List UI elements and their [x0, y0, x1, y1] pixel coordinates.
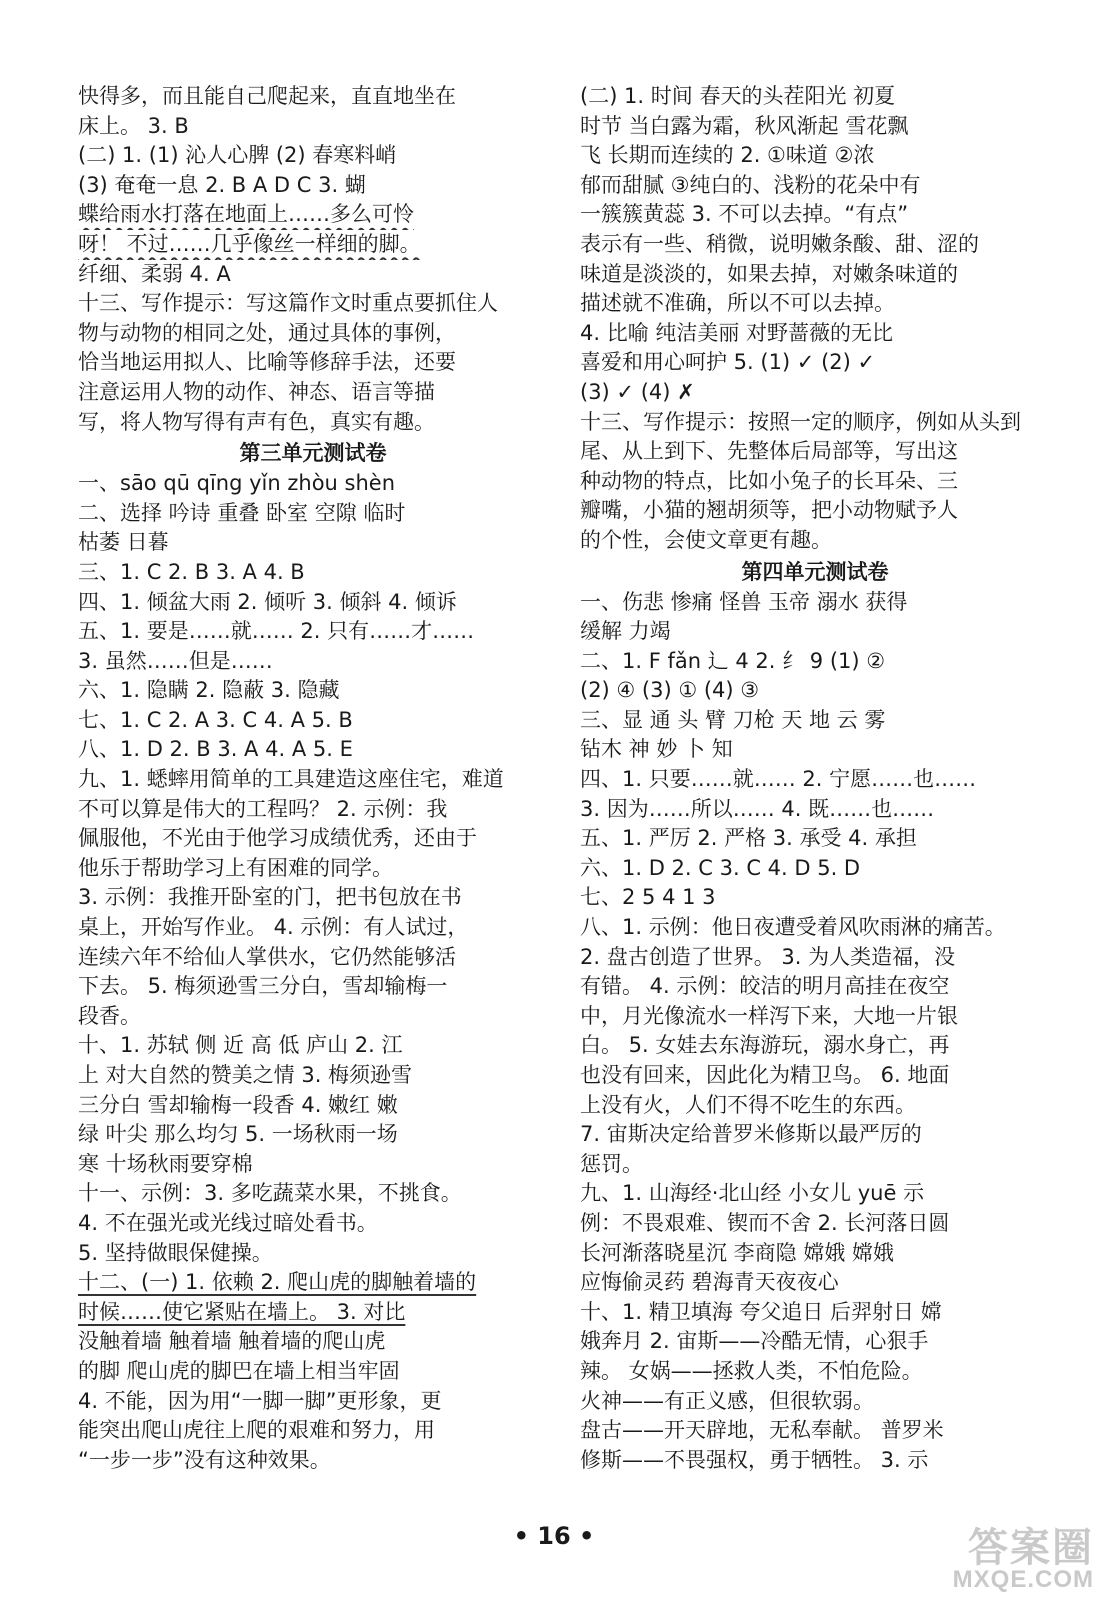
- answer-line: 物与动物的相同之处，通过具体的事例，: [78, 320, 456, 345]
- answer-line: 桌上，开始写作业。 4. 示例：有人试过，: [78, 915, 469, 940]
- answer-line: 也没有回来，因此化为精卫鸟。 6. 地面: [580, 1063, 950, 1087]
- answer-line: 中，月光像流水一样泻下来，大地一片银: [580, 1003, 958, 1028]
- answer-line: 钻木 神 妙 卜 知: [580, 737, 733, 762]
- answer-line: 4. 不能，因为用“一脚一脚”更形象，更: [78, 1388, 442, 1413]
- answer-line: (二) 1. (1) 沁人心脾 (2) 春寒料峭: [78, 143, 397, 168]
- answer-line: 快得多，而且能自己爬起来，直直地坐在: [78, 84, 456, 108]
- answer-line: 十三、写作提示：按照一定的顺序，例如从头到: [580, 409, 1021, 434]
- answer-line: 尾、从上到下、先整体后局部等，写出这: [580, 439, 958, 464]
- answer-line: 床上。 3. B: [78, 113, 189, 138]
- answer-line: 火神——有正义感，但很软弱。: [580, 1388, 874, 1413]
- answer-line: 十、1. 精卫填海 夸父追日 后羿射日 嫦: [580, 1299, 942, 1324]
- answer-line: 例：不畏艰难、锲而不舍 2. 长河落日圆: [580, 1210, 950, 1235]
- section-heading: 第四单元测试卷: [741, 559, 889, 584]
- watermark-text: 答案圈: [968, 1526, 1094, 1570]
- answer-line: 佩服他，不光由于他学习成绩优秀，还由于: [78, 826, 477, 851]
- answer-line: 2. 盘古创造了世界。 3. 为人类造福，没: [580, 944, 956, 969]
- answer-line: 下去。 5. 梅须逊雪三分白，雪却输梅一: [78, 974, 448, 999]
- answer-line: 一、sāo qū qīng yǐn zhòu shèn: [78, 471, 396, 496]
- answer-line: 时节 当白露为霜，秋风渐起 雪花飘: [580, 113, 909, 138]
- answer-line: 蝶给雨水打落在地面上……多么可怜: [78, 202, 414, 227]
- answer-line: 段香。: [78, 1003, 141, 1028]
- left-column: [78, 82, 548, 1475]
- answer-line: 上 对大自然的赞美之情 3. 梅须逊雪: [78, 1063, 413, 1087]
- answer-line: 3. 因为……所以…… 4. 既……也……: [580, 796, 935, 821]
- answer-line: 没触着墙 触着墙 触着墙的爬山虎: [78, 1329, 386, 1354]
- answer-line: 呀！ 不过……几乎像丝一样细的脚。: [78, 231, 421, 256]
- answer-line: 五、1. 严厉 2. 严格 3. 承受 4. 承担: [580, 826, 917, 851]
- answer-line: 飞 长期而连续的 2. ①味道 ②浓: [580, 143, 875, 168]
- answer-line: 绿 叶尖 那么均匀 5. 一场秋雨一场: [78, 1122, 398, 1147]
- answer-line: 二、选择 吟诗 重叠 卧室 空隙 临时: [78, 500, 406, 525]
- answer-line: 一、伤悲 惨痛 怪兽 玉帝 溺水 获得: [580, 589, 908, 614]
- answer-line: “一步一步”没有这种效果。: [78, 1447, 331, 1472]
- answer-line: 能突出爬山虎往上爬的艰难和努力，用: [78, 1418, 435, 1443]
- answer-line: (二) 1. 时间 春天的头茬阳光 初夏: [580, 84, 896, 108]
- answer-line: (2) ④ (3) ① (4) ③: [580, 678, 760, 703]
- answer-line: (3) 奄奄一息 2. B A D C 3. 蝴: [78, 172, 366, 197]
- answer-line: 3. 示例：我推开卧室的门，把书包放在书: [78, 885, 462, 910]
- answer-line: 八、1. 示例：他日夜遭受着风吹雨淋的痛苦。: [580, 915, 1006, 940]
- right-column: [580, 82, 1050, 1475]
- page-number: • 16 •: [513, 1522, 595, 1550]
- answer-line: 喜爱和用心呵护 5. (1) ✓ (2) ✓: [580, 350, 876, 375]
- answer-line: 盘古——开天辟地，无私奉献。 普罗米: [580, 1418, 944, 1443]
- answer-line: 恰当地运用拟人、比喻等修辞手法，还要: [78, 350, 456, 375]
- answer-line: 八、1. D 2. B 3. A 4. A 5. E: [78, 737, 353, 762]
- answer-line: 娥奔月 2. 宙斯——冷酷无情，心狠手: [580, 1329, 929, 1354]
- answer-line: 五、1. 要是……就…… 2. 只有……才……: [78, 619, 475, 644]
- answer-line: 十、1. 苏轼 侧 近 高 低 庐山 2. 江: [78, 1033, 403, 1058]
- answer-line: 不可以算是伟大的工程吗？ 2. 示例：我: [78, 796, 448, 821]
- answer-line: 枯萎 日暮: [78, 530, 169, 555]
- answer-line: 三、显 通 头 臂 刀枪 天 地 云 雾: [580, 707, 886, 732]
- answer-line: 四、1. 只要……就…… 2. 宁愿……也……: [580, 767, 977, 792]
- answer-line: 时候……使它紧贴在墙上。 3. 对比: [78, 1299, 406, 1324]
- answer-line: 七、1. C 2. A 3. C 4. A 5. B: [78, 707, 353, 732]
- answer-line: 种动物的特点，比如小兔子的长耳朵、三: [580, 468, 958, 493]
- answer-line: 4. 比喻 纯洁美丽 对野蔷薇的无比: [580, 320, 894, 345]
- answer-line: 寒 十场秋雨要穿棉: [78, 1151, 253, 1176]
- answer-line: 惩罚。: [580, 1151, 643, 1176]
- answer-line: 六、1. D 2. C 3. C 4. D 5. D: [580, 855, 861, 880]
- answer-line: 修斯——不畏强权，勇于牺牲。 3. 示: [580, 1447, 929, 1472]
- watermark-logo: [953, 1528, 1094, 1592]
- answer-line: 纤细、柔弱 4. A: [78, 261, 231, 286]
- answer-line: 十二、(一) 1. 依赖 2. 爬山虎的脚触着墙的: [78, 1270, 477, 1295]
- answer-line: 的个性，会使文章更有趣。: [580, 527, 832, 552]
- answer-line: 七、2 5 4 1 3: [580, 885, 716, 910]
- answer-line: 十三、写作提示：写这篇作文时重点要抓住人: [78, 291, 498, 316]
- answer-line: 3. 虽然……但是……: [78, 648, 273, 673]
- answer-line: 二、1. F fǎn 辶 4 2. 纟 9 (1) ②: [580, 648, 886, 673]
- answer-line: (3) ✓ (4) ✗: [580, 379, 695, 404]
- answer-line: 六、1. 隐瞒 2. 隐蔽 3. 隐藏: [78, 678, 340, 703]
- answer-line: 写，将人物写得有声有色，真实有趣。: [78, 409, 435, 434]
- watermark-url: MXQE.COM: [952, 1566, 1094, 1593]
- answer-line: 长河渐落晓星沉 李商隐 嫦娥 嫦娥: [580, 1240, 895, 1265]
- answer-line: 缓解 力竭: [580, 619, 671, 644]
- answer-line: 瓣嘴，小猫的翘胡须等，把小动物赋予人: [580, 498, 958, 523]
- answer-line: 5. 坚持做眼保健操。: [78, 1240, 273, 1265]
- answer-line: 应悔偷灵药 碧海青天夜夜心: [580, 1270, 839, 1295]
- answer-line: 有错。 4. 示例：皎洁的明月高挂在夜空: [580, 974, 950, 999]
- answer-line: 白。 5. 女娃去东海游玩，溺水身亡，再: [580, 1033, 950, 1058]
- answer-line: 上没有火，人们不得不吃生的东西。: [580, 1092, 916, 1117]
- answer-line: 描述就不准确，所以不可以去掉。: [580, 291, 895, 316]
- answer-line: 7. 宙斯决定给普罗米修斯以最严厉的: [580, 1122, 922, 1147]
- answer-line: 的脚 爬山虎的脚巴在墙上相当牢固: [78, 1358, 400, 1383]
- answer-line: 辣。 女娲——拯救人类，不怕危险。: [580, 1358, 923, 1383]
- answer-line: 表示有一些、稍微，说明嫩条酸、甜、涩的: [580, 231, 979, 256]
- answer-line: 注意运用人物的动作、神态、语言等描: [78, 379, 435, 404]
- answer-line: 三分白 雪却输梅一段香 4. 嫩红 嫩: [78, 1092, 398, 1117]
- answer-line: 郁而甜腻 ③纯白的、浅粉的花朵中有: [580, 172, 921, 197]
- answer-line: 他乐于帮助学习上有困难的同学。: [78, 855, 393, 880]
- answer-line: 十一、示例：3. 多吃蔬菜水果，不挑食。: [78, 1181, 462, 1206]
- section-heading: 第三单元测试卷: [239, 441, 387, 466]
- answer-line: 四、1. 倾盆大雨 2. 倾听 3. 倾斜 4. 倾诉: [78, 589, 457, 614]
- answer-line: 九、1. 蟋蟀用简单的工具建造这座住宅，难道: [78, 767, 504, 792]
- answer-line: 味道是淡淡的，如果去掉，对嫩条味道的: [580, 261, 958, 286]
- answer-line: 九、1. 山海经·北山经 小女儿 yuē 示: [580, 1181, 925, 1206]
- answer-line: 4. 不在强光或光线过暗处看书。: [78, 1210, 378, 1235]
- answer-line: 连续六年不给仙人掌供水，它仍然能够活: [78, 944, 456, 969]
- answer-line: 三、1. C 2. B 3. A 4. B: [78, 559, 305, 584]
- answer-line: 一簇簇黄蕊 3. 不可以去掉。“有点”: [580, 202, 909, 227]
